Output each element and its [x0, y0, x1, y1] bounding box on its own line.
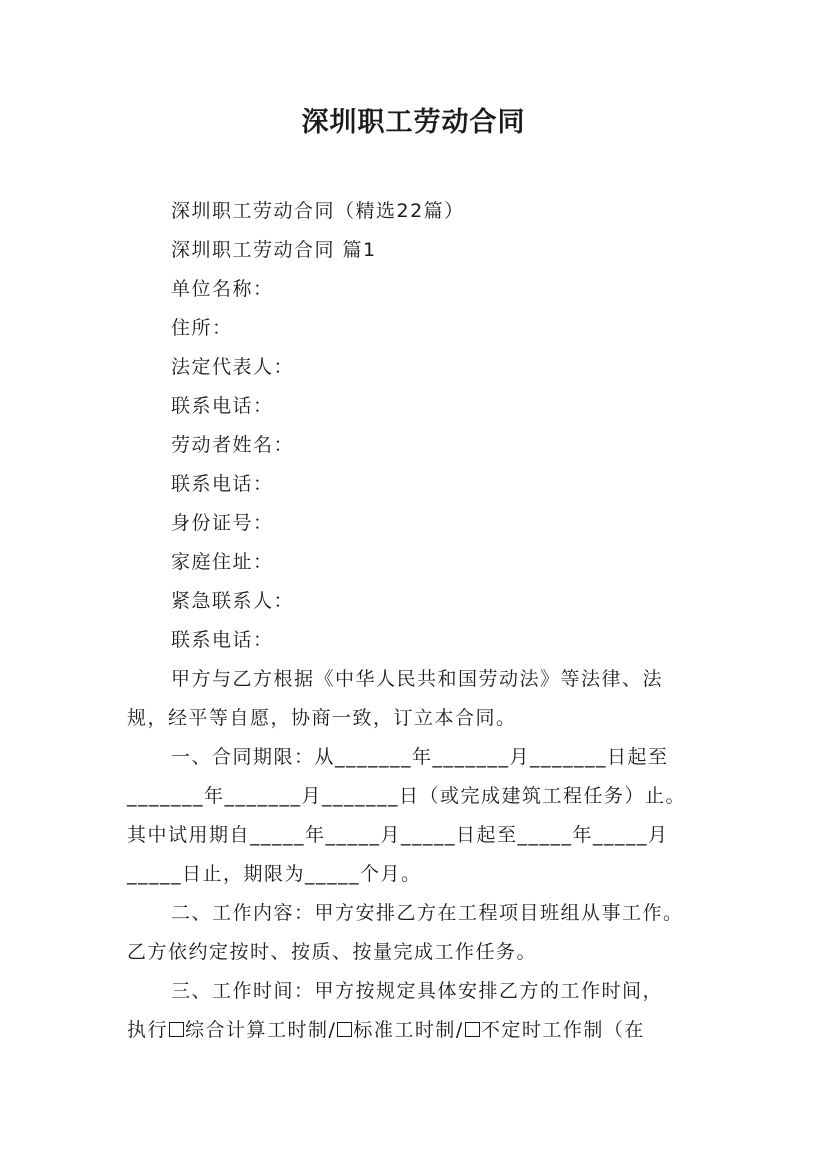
- field-emergency-contact: 紧急联系人：: [171, 590, 295, 612]
- paragraph-line: _______年_______月_______日（或完成建筑工程任务）止。: [127, 785, 687, 807]
- field-phone-2: 联系电话：: [171, 473, 274, 495]
- field-worker-name: 劳动者姓名：: [171, 434, 295, 456]
- paragraph-line: 一、合同期限：从_______年_______月_______日起至: [171, 746, 669, 768]
- text-span: 不定时工作制（在: [480, 1019, 645, 1041]
- text-span: 执行: [127, 1019, 169, 1041]
- checkbox-icon: [169, 1022, 184, 1037]
- field-unit-name: 单位名称：: [171, 278, 274, 300]
- checkbox-icon: [465, 1022, 480, 1037]
- document-body: [127, 192, 707, 1050]
- paragraph-line: 其中试用期自_____年_____月_____日起至_____年_____月: [127, 824, 669, 846]
- checkbox-icon: [337, 1022, 352, 1037]
- paragraph-line: 三、工作时间：甲方按规定具体安排乙方的工作时间，: [171, 980, 664, 1002]
- paragraph-line: 二、工作内容：甲方安排乙方在工程项目班组从事工作。: [171, 902, 684, 924]
- paragraph-line: [127, 1011, 707, 1050]
- document-title: 深圳职工劳动合同: [301, 107, 526, 138]
- field-phone-3: 联系电话：: [171, 629, 274, 651]
- field-legal-rep: 法定代表人：: [171, 356, 295, 378]
- field-id-number: 身份证号：: [171, 512, 274, 534]
- field-home-address: 家庭住址：: [171, 551, 274, 573]
- text-span: 标准工时制/: [353, 1019, 464, 1041]
- subtitle-line: 深圳职工劳动合同（精选22篇）: [171, 200, 465, 222]
- paragraph-line: 乙方依约定按时、按质、按量完成工作任务。: [127, 941, 538, 963]
- paragraph-line: _____日止，期限为_____个月。: [127, 863, 422, 885]
- paragraph-line: 甲方与乙方根据《中华人民共和国劳动法》等法律、法: [171, 668, 664, 690]
- section-heading: 深圳职工劳动合同 篇1: [171, 239, 377, 261]
- field-phone-1: 联系电话：: [171, 395, 274, 417]
- field-address: 住所：: [171, 317, 233, 339]
- text-span: 综合计算工时制/: [185, 1019, 337, 1041]
- paragraph-line: 规，经平等自愿，协商一致，订立本合同。: [127, 707, 517, 729]
